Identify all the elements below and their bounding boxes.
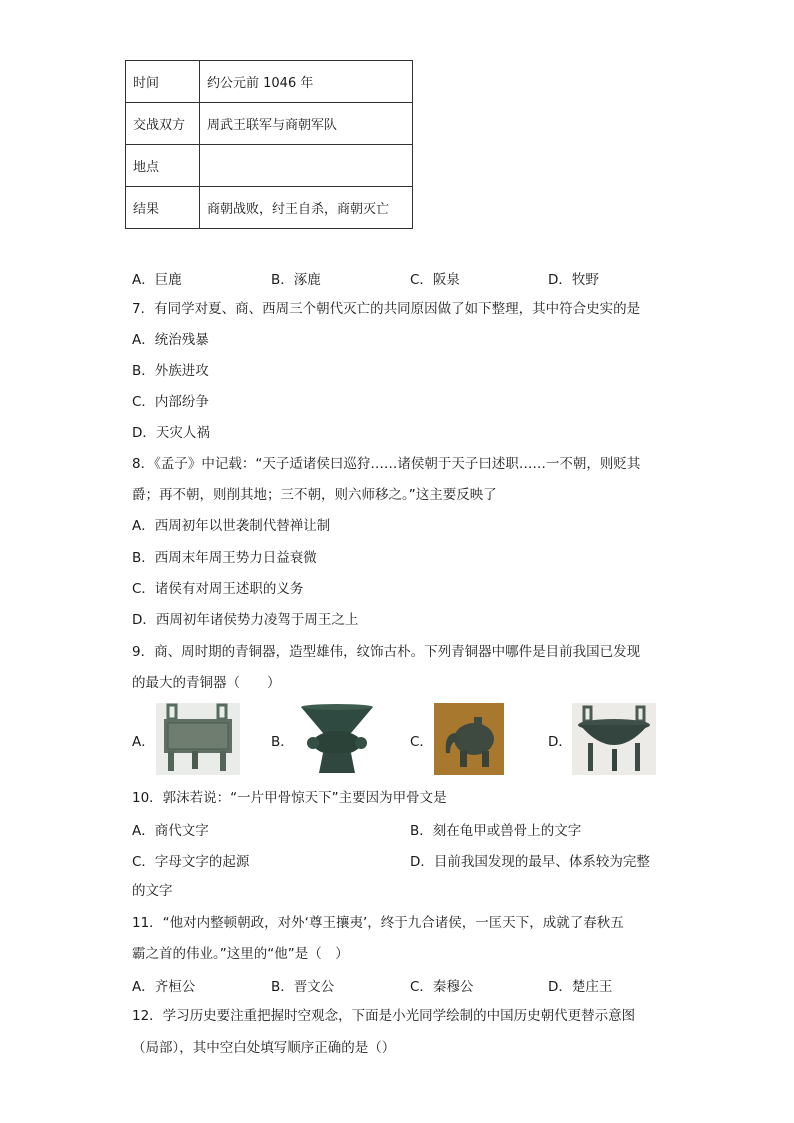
q7-option-c[interactable]: C．内部纷争 [132, 394, 209, 410]
round-ding-icon [572, 703, 656, 775]
zun-vessel-icon [295, 703, 379, 775]
q8-option-c[interactable]: C．诸侯有对周王述职的义务 [132, 581, 304, 597]
q12-stem-line1: 12．学习历史要注重把握时空观念，下面是小光同学绘制的中国历史朝代更替示意图 [132, 1008, 636, 1024]
table-row [126, 145, 413, 187]
battle-info-table [125, 60, 413, 229]
q8-stem-line1: 8．《孟子》中记载：“天子适诸侯曰巡狩……诸侯朝于天子曰述职……一不朝，则贬其 [132, 456, 641, 472]
q11-stem-line2: 霸之首的伟业。”这里的“他”是（ ） [132, 946, 349, 962]
table-row [126, 103, 413, 145]
q7-option-d[interactable]: D．天灾人祸 [132, 425, 210, 441]
option-label: A． [132, 734, 155, 750]
q6-option-d[interactable]: D．牧野 [548, 272, 599, 288]
table-key: 结果 [126, 187, 200, 229]
elephant-zun-icon [434, 703, 504, 775]
option-label: C． [410, 734, 433, 750]
q9-option-a[interactable] [132, 703, 272, 775]
table-key: 时间 [126, 61, 200, 103]
q11-option-b[interactable]: B．晋文公 [271, 979, 335, 995]
q10-option-c[interactable]: C．字母文字的起源 [132, 854, 250, 870]
q11-stem-line1: 11．“他对内整顿朝政，对外‘尊王攘夷’，终于九合诸侯，一匡天下，成就了春秋五 [132, 915, 624, 931]
q8-stem-line2: 爵；再不朝，则削其地；三不朝，则六师移之。”这主要反映了 [132, 487, 497, 503]
table-row [126, 187, 413, 229]
q9-option-c[interactable] [410, 703, 550, 775]
q10-stem: 10．郭沫若说：“一片甲骨惊天下”主要因为甲骨文是 [132, 790, 447, 806]
option-label: D． [548, 734, 572, 750]
q9-stem-line2: 的最大的青铜器（ ） [132, 675, 281, 691]
q11-option-a[interactable]: A．齐桓公 [132, 979, 196, 995]
q10-option-d[interactable]: D．目前我国发现的最早、体系较为完整 [410, 854, 650, 870]
table-value: 周武王联军与商朝军队 [200, 103, 413, 145]
q9-stem-line1: 9．商、周时期的青铜器，造型雄伟，纹饰古朴。下列青铜器中哪件是目前我国已发现 [132, 644, 641, 660]
q6-option-b[interactable]: B．涿鹿 [271, 272, 321, 288]
q6-option-a[interactable]: A．巨鹿 [132, 272, 182, 288]
q11-option-c[interactable]: C．秦穆公 [410, 979, 474, 995]
table-value: 约公元前 1046 年 [200, 61, 413, 103]
q10-option-d-cont: 的文字 [132, 883, 173, 899]
q8-option-d[interactable]: D．西周初年诸侯势力凌驾于周王之上 [132, 612, 359, 628]
q12-stem-line2: （局部），其中空白处填写顺序正确的是（） [132, 1040, 396, 1056]
q6-option-c[interactable]: C．阪泉 [410, 272, 460, 288]
q7-stem: 7．有同学对夏、商、西周三个朝代灭亡的共同原因做了如下整理，其中符合史实的是 [132, 301, 641, 317]
q10-option-a[interactable]: A．商代文字 [132, 823, 209, 839]
q9-option-d[interactable] [548, 703, 688, 775]
q8-option-b[interactable]: B．西周末年周王势力日益衰微 [132, 550, 317, 566]
table-value [200, 145, 413, 187]
table-key: 地点 [126, 145, 200, 187]
q11-option-d[interactable]: D．楚庄王 [548, 979, 613, 995]
q7-option-b[interactable]: B．外族进攻 [132, 363, 209, 379]
square-ding-icon [156, 703, 240, 775]
table-row [126, 61, 413, 103]
table-key: 交战双方 [126, 103, 200, 145]
option-label: B． [271, 734, 294, 750]
q7-option-a[interactable]: A．统治残暴 [132, 332, 209, 348]
q9-option-b[interactable] [271, 703, 411, 775]
q10-option-b[interactable]: B．刻在龟甲或兽骨上的文字 [410, 823, 582, 839]
table-value: 商朝战败，纣王自杀，商朝灭亡 [200, 187, 413, 229]
q8-option-a[interactable]: A．西周初年以世袭制代替禅让制 [132, 518, 331, 534]
